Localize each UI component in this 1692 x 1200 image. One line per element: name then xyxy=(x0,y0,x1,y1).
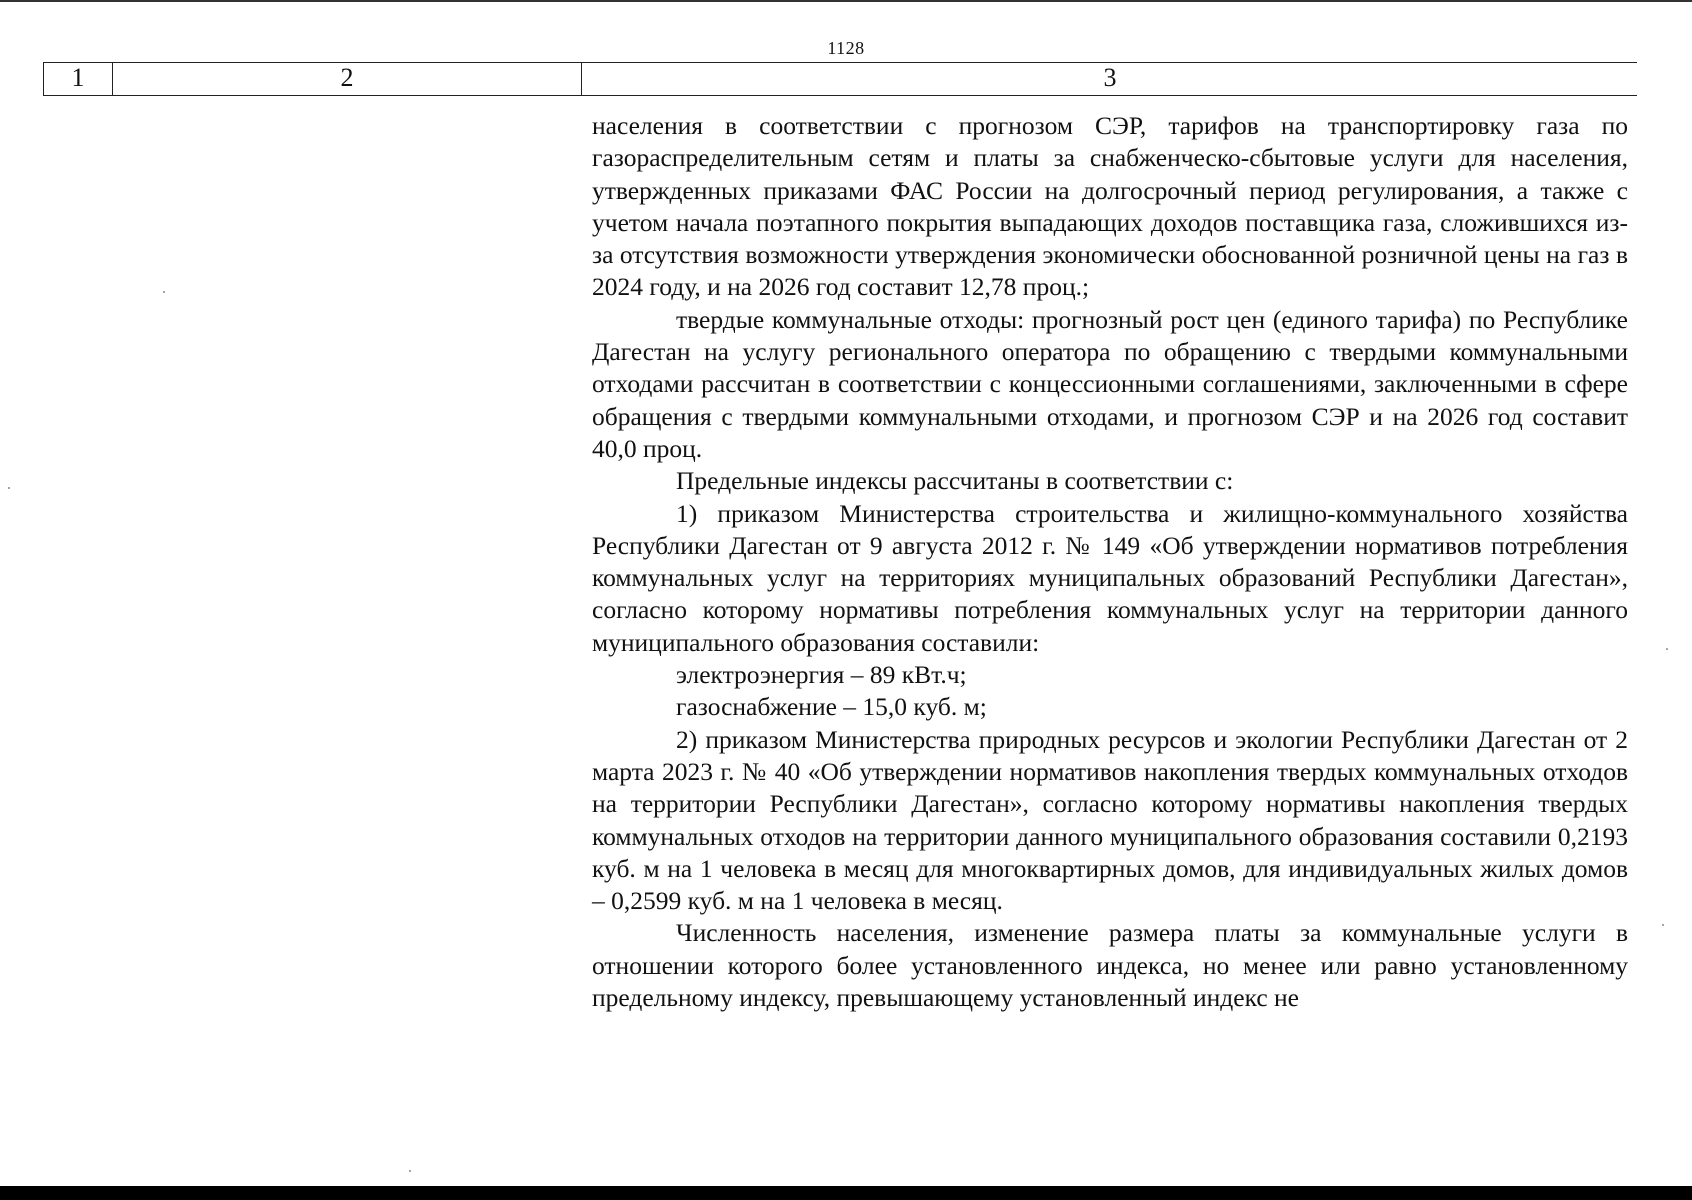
paragraph-indices-basis: Предельные индексы рассчитаны в соответствии с: xyxy=(676,466,1234,496)
scan-speck xyxy=(1662,924,1664,926)
norm-gas-supply: газоснабжение – 15,0 куб. м; xyxy=(676,692,987,722)
paragraph-population: Численность населения, изменение размера платы за коммунальные услуги в отношении которого более установленного индекса, но менее или равно установленному предельному индексу, превышающему установленный индекс не xyxy=(592,918,1628,1013)
column-number-2: 2 xyxy=(113,63,582,95)
column-number-3: 3 xyxy=(1103,63,1117,92)
page-number: 1128 xyxy=(827,38,865,58)
scan-speck xyxy=(8,487,10,489)
document-body xyxy=(592,110,1628,1014)
column-number-1: 1 xyxy=(44,63,113,95)
paragraph-solid-waste: твердые коммунальные отходы: прогнозный рост цен (единого тарифа) по Республике Дагестан на услугу регионального оператора по обращению с твердыми коммунальными отходами рассчитан в соответствии с концессионными соглашениями, заключенными в сфере обращения с твердыми коммунальными отходами, и прогнозом СЭР и на 2026 год составит 40,0 проц. xyxy=(592,304,1628,463)
paragraph-gas-continuation: населения в соответствии с прогнозом СЭР, тарифов на транспортировку газа по газораспределительным сетям и платы за снабженческо-сбытовые услуги для населения, утвержденных приказами ФАС России на долгосрочный период регулирования, а также с учетом начала поэтапного покрытия выпадающих доходов поставщика газа, сложившихся из-за отсутствия возможности утверждения экономически обоснованной розничной цены на газ в 2024 году, и на 2026 год составит 12,78 проц.; xyxy=(592,111,1628,302)
paragraph-order-2: 2) приказом Министерства природных ресурсов и экологии Республики Дагестан от 2 марта 2023 г. № 40 «Об утверждении нормативов накопления твердых коммунальных отходов на территории Республики Дагестан», согласно которому нормативы накопления твердых коммунальных отходов на территории данного муниципального образования составили 0,2193 куб. м на 1 человека в месяц для многоквартирных домов, для индивидуальных жилых домов – 0,2599 куб. м на 1 человека в месяц. xyxy=(592,724,1628,916)
scan-speck xyxy=(163,291,165,293)
table-header-row xyxy=(43,62,1637,96)
scan-edge-bottom xyxy=(0,1186,1692,1200)
scan-edge-top xyxy=(0,0,1692,2)
norm-electricity: электроэнергия – 89 кВт.ч; xyxy=(676,660,967,690)
paragraph-order-1: 1) приказом Министерства строительства и жилищно-коммунального хозяйства Республики Дагестан от 9 августа 2012 г. № 149 «Об утверждении нормативов потребления коммунальных услуг на территориях муниципальных образований Республики Дагестан», согласно которому нормативы потребления коммунальных услуг на территории данного муниципального образования составили: xyxy=(592,498,1628,657)
scan-speck xyxy=(1666,648,1668,650)
scan-speck xyxy=(409,1170,411,1172)
